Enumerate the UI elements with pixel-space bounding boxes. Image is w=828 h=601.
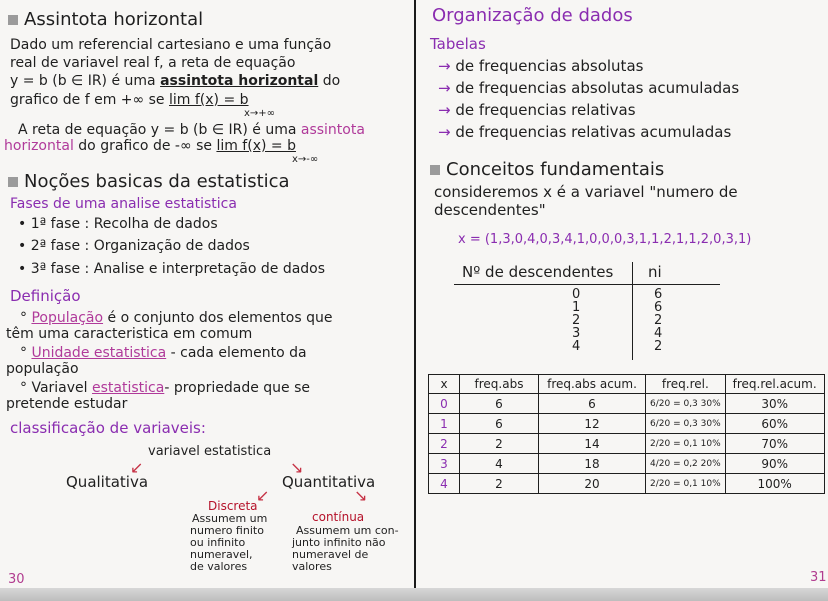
heading-organizacao: Organização de dados [432, 5, 633, 26]
text-line: ou infinito [190, 536, 246, 549]
text-line: numeravel, [190, 548, 253, 561]
square-bullet-icon [8, 15, 18, 25]
col-header: freq.rel.acum. [725, 375, 824, 394]
table-row [429, 434, 825, 454]
tree-root: variavel estatistica [148, 444, 272, 459]
text-line: pretende estudar [6, 396, 128, 412]
square-bullet-icon [430, 165, 440, 175]
heading-assintota: Assintota horizontal [8, 10, 203, 30]
cell: 90% [725, 454, 824, 474]
text-line: Assumem um [192, 512, 268, 525]
arrow-down-left-icon: ↙ [256, 486, 270, 505]
definicao-heading: Definição [10, 287, 81, 305]
fase-item: • 3ª fase : Analise e interpretação de dados [18, 261, 326, 277]
heading-estatistica: Noções basicas da estatistica [8, 172, 290, 192]
fases-title: Fases de uma analise estatistica [10, 196, 237, 212]
arrow-down-left-icon: ↙ [130, 458, 144, 477]
limit-subscript: x→+∞ [244, 108, 276, 119]
frequency-table [428, 374, 825, 494]
cell: 4/20 = 0,2 20% [646, 454, 726, 474]
tabela-item: → de frequencias relativas [438, 101, 636, 119]
def-unidade: ° Unidade estatistica - cada elemento da [20, 345, 307, 361]
desc-value: 1 [572, 300, 581, 315]
arrow-down-right-icon: ↘ [290, 458, 304, 477]
text-line: Dado um referencial cartesiano e uma função [10, 37, 332, 53]
text-line: junto infinito não [292, 536, 386, 549]
cell: 4 [429, 474, 460, 494]
ni-value: 2 [654, 313, 663, 328]
cell: 3 [429, 454, 460, 474]
tree-qualitativa: Qualitativa [66, 473, 149, 491]
ni-value: 4 [654, 326, 663, 341]
text-line: de valores [190, 560, 248, 573]
table-row [429, 474, 825, 494]
term-assintota-horizontal: assintota horizontal [160, 73, 319, 89]
data-set: x = (1,3,0,4,0,3,4,1,0,0,0,3,1,1,2,1,1,2,0,3,1) [458, 232, 752, 247]
fase-item: • 2ª fase : Organização de dados [18, 238, 250, 254]
def-variavel: ° Variavel estatistica- propriedade que se [20, 380, 311, 396]
cell: 6/20 = 0,3 30% [646, 394, 726, 414]
cell: 2/20 = 0,1 10% [646, 434, 726, 454]
table-row [429, 414, 825, 434]
page-number: 31 [810, 570, 827, 585]
col-header: x [429, 375, 460, 394]
cell: 100% [725, 474, 824, 494]
page-number: 30 [8, 572, 25, 587]
cell: 2 [460, 474, 539, 494]
tabela-item: → de frequencias absolutas acumuladas [438, 79, 740, 97]
cell: 12 [539, 414, 646, 434]
cell: 0 [429, 394, 460, 414]
cell: 70% [725, 434, 824, 454]
desc-value: 2 [572, 313, 581, 328]
table-header-row [429, 375, 825, 394]
square-bullet-icon [8, 177, 18, 187]
tabelas-heading: Tabelas [430, 35, 486, 53]
text-line: A reta de equação y = b (b ∈ IR) é uma assintota [18, 122, 365, 138]
text-line: y = b (b ∈ IR) é uma assintota horizontal do [10, 73, 341, 89]
left-notebook-page [0, 0, 416, 588]
cell: 2/20 = 0,1 10% [646, 474, 726, 494]
page-bottom-shadow [0, 588, 828, 601]
cell: 2 [429, 434, 460, 454]
cell: 60% [725, 414, 824, 434]
text-line: têm uma caracteristica em comum [6, 326, 253, 342]
desc-value: 4 [572, 339, 581, 354]
cell: 2 [460, 434, 539, 454]
cell: 4 [460, 454, 539, 474]
col-header: freq.rel. [646, 375, 726, 394]
cell: 6 [539, 394, 646, 414]
text-line: consideremos x é a variavel "numero de [434, 183, 738, 201]
limit-subscript: x→-∞ [292, 154, 319, 165]
table-divider [632, 262, 633, 360]
def-populacao: ° População é o conjunto dos elementos que [20, 310, 333, 326]
text-line: valores [292, 560, 332, 573]
arrow-down-right-icon: ↘ [354, 486, 368, 505]
heading-conceitos: Conceitos fundamentais [430, 160, 664, 180]
term-assintota: assintota [300, 122, 365, 138]
tree-continua: contínua [312, 510, 365, 524]
text-line: horizontal do grafico de -∞ se lim f(x) = b [4, 138, 296, 154]
text-line: descendentes" [434, 201, 546, 219]
table-row [429, 394, 825, 414]
ni-value: 6 [654, 287, 663, 302]
classificacao-heading: classificação de variaveis: [10, 419, 206, 437]
text-line: numero finito [190, 524, 264, 537]
desc-header: Nº de descendentes [462, 263, 614, 281]
cell: 6 [460, 394, 539, 414]
text-line: grafico de f em +∞ se lim f(x) = b [10, 92, 249, 108]
table-divider [454, 284, 720, 285]
col-header: freq.abs [460, 375, 539, 394]
text-line: real de variavel real f, a reta de equação [10, 55, 296, 71]
desc-value: 3 [572, 326, 581, 341]
right-notebook-page [416, 0, 828, 588]
desc-value: 0 [572, 287, 581, 302]
table-row [429, 454, 825, 474]
tree-discreta: Discreta [208, 499, 258, 513]
text-line: numeravel de [292, 548, 369, 561]
ni-header: ni [648, 263, 662, 281]
text-line: população [6, 361, 79, 377]
cell: 1 [429, 414, 460, 434]
cell: 14 [539, 434, 646, 454]
fase-item: • 1ª fase : Recolha de dados [18, 216, 218, 232]
cell: 18 [539, 454, 646, 474]
tree-quantitativa: Quantitativa [282, 473, 376, 491]
cell: 20 [539, 474, 646, 494]
text-line: Assumem um con- [296, 524, 399, 537]
tabela-item: → de frequencias absolutas [438, 57, 644, 75]
tabela-item: → de frequencias relativas acumuladas [438, 123, 732, 141]
ni-value: 2 [654, 339, 663, 354]
cell: 30% [725, 394, 824, 414]
cell: 6/20 = 0,3 30% [646, 414, 726, 434]
col-header: freq.abs acum. [539, 375, 646, 394]
cell: 6 [460, 414, 539, 434]
ni-value: 6 [654, 300, 663, 315]
